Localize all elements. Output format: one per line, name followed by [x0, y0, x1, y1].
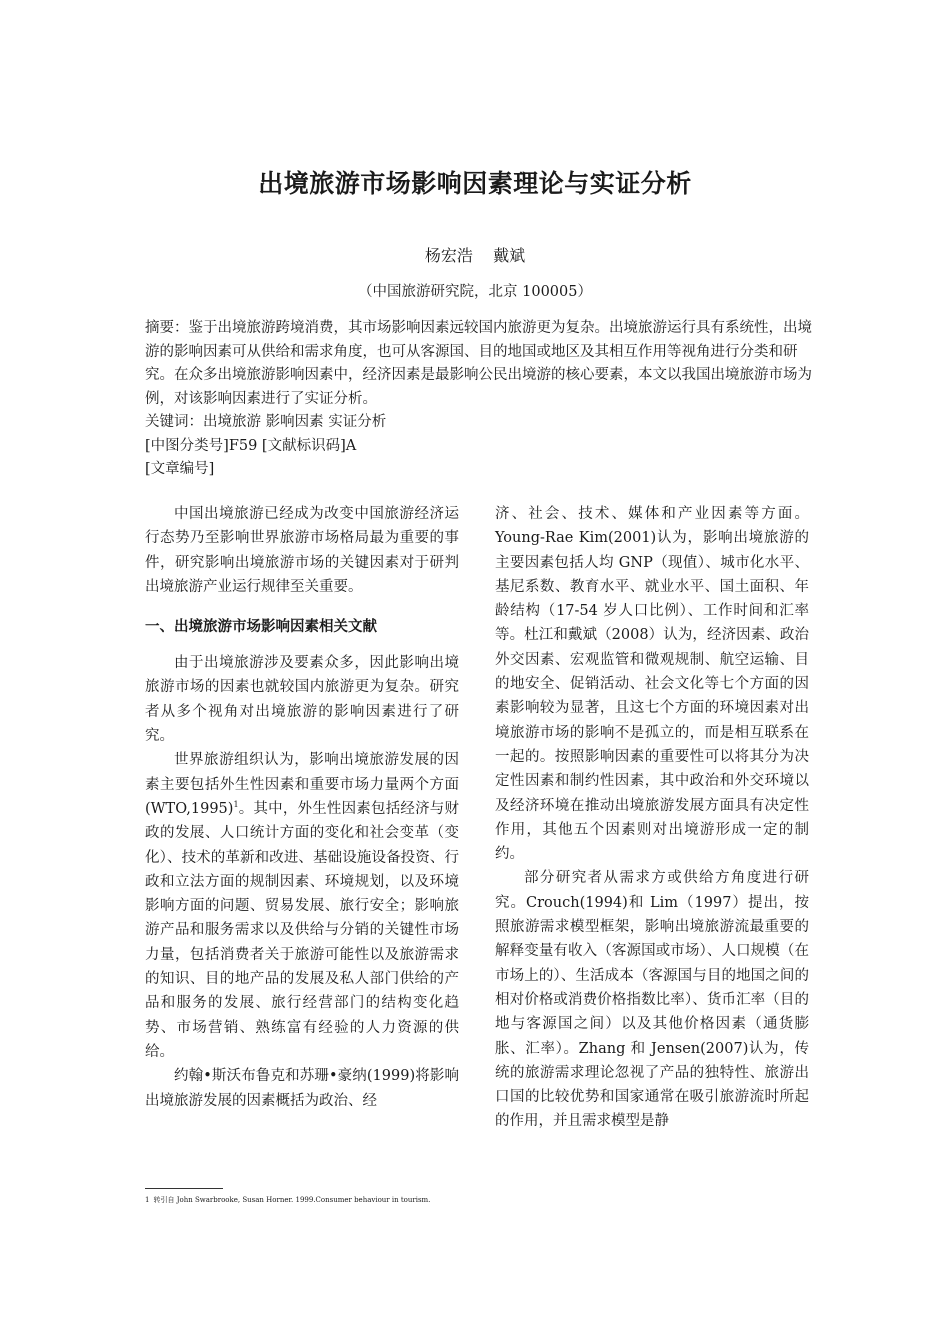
body-paragraph: 由于出境旅游涉及要素众多，因此影响出境旅游市场的因素也就较国内旅游更为复杂。研究者从多个视角对出境旅游的影响因素进行了研究。 [145, 655, 459, 745]
keywords: 关键词：出境旅游 影响因素 实证分析 [145, 414, 387, 430]
footnote-text: 转引自 John Swarbrooke, Susan Horner. 1999.Consumer behaviour in tourism. [153, 1196, 431, 1204]
abstract: 摘要：鉴于出境旅游跨境消费，其市场影响因素远较国内旅游更为复杂。出境旅游运行具有系统性，出境游的影响因素可从供给和需求角度，也可从客源国、目的地国或地区及其相互作用等视角进行分类和研究。在众多出境旅游影响因素中，经济因素是最影响公民出境游的核心要素，本文以我国出境旅游市场为例，对该影响因素进行了实证分析。 [145, 320, 812, 407]
article-number: [文章编号] [145, 461, 215, 477]
section-heading: 一、出境旅游市场影响因素相关文献 [145, 619, 377, 636]
authors: 杨宏浩 戴斌 [424, 246, 526, 265]
classification-codes: [中图分类号]F59 [文献标识码]A [145, 437, 357, 454]
left-column [145, 502, 459, 1113]
front-matter [145, 317, 817, 482]
body-paragraph: 部分研究者从需求方或供给方角度进行研究。Crouch(1994)和 Lim（1997）提出，按照旅游需求模型框架，影响出境旅游流最重要的解释变量有收入（客源国或市场）、人口规模（在市场上的）、生活成本（客源国与目的地国之间的相对价格或消费价格指数比率）、货币汇率（目的地与客源国之间）以及其他价格因素（通货膨胀、汇率）。Zhang 和 Jensen(2007)认为，传统的旅游需求理论忽视了产品的独特性、旅游出口国的比较优势和国家通常在吸引旅游流时所起的作用，并且需求模型是静 [495, 870, 809, 1130]
footnote-ref[interactable]: 1 [233, 800, 239, 810]
footnote-divider [145, 1188, 223, 1189]
footnote-number: 1 [145, 1196, 150, 1204]
body-text: 世界旅游组织认为，影响出境旅游发展的因素主要包括外生性因素和重要市场力量两个方面(WTO,1995) [145, 752, 459, 817]
intro-paragraph: 中国出境旅游已经成为改变中国旅游经济运行态势乃至影响世界旅游市场格局最为重要的事件，研究影响出境旅游市场的关键因素对于研判出境旅游产业运行规律至关重要。 [145, 506, 459, 595]
body-paragraph: 约翰•斯沃布鲁克和苏珊•豪纳(1999)将影响出境旅游发展的因素概括为政治、经 [145, 1068, 459, 1109]
footnote [145, 1195, 745, 1205]
affiliation: （中国旅游研究院，北京 100005） [358, 284, 592, 300]
body-text: 。其中，外生性因素包括经济与财政的发展、人口统计方面的变化和社会变革（变化）、技术的革新和改进、基础设施设备投资、行政和立法方面的规制因素、环境规划，以及环境影响方面的问题、贸易发展、旅行安全；影响旅游产品和服务需求以及供给与分销的关键性市场力量，包括消费者关于旅游可能性以及旅游需求的知识、目的地产品的发展及私人部门供给的产品和服务的发展、旅行经营部门的结构变化趋势、市场营销、熟练富有经验的人力资源的供给。 [145, 800, 459, 1060]
right-column [495, 502, 809, 1134]
body-paragraph [145, 748, 459, 1064]
body-paragraph: 济、社会、技术、媒体和产业因素等方面。Young-Rae Kim(2001)认为，影响出境旅游的主要因素包括人均 GNP（现值）、城市化水平、基尼系数、教育水平、就业水平、国土面积、年龄结构（17-54 岁人口比例）、工作时间和汇率等。杜江和戴斌（2008）认为，经济因素、政治外交因素、宏观监管和微观规制、航空运输、目的地安全、促销活动、社会文化等七个方面的因素影响较为显著，且这七个方面的环境因素对出境旅游市场的影响不是孤立的，而是相互联系在一起的。按照影响因素的重要性可以将其分为决定性因素和制约性因素，其中政治和外交环境以及经济环境在推动出境旅游发展方面具有决定性作用，其他五个因素则对出境游形成一定的制约。 [495, 506, 809, 863]
paper-title: 出境旅游市场影响因素理论与实证分析 [258, 169, 692, 198]
